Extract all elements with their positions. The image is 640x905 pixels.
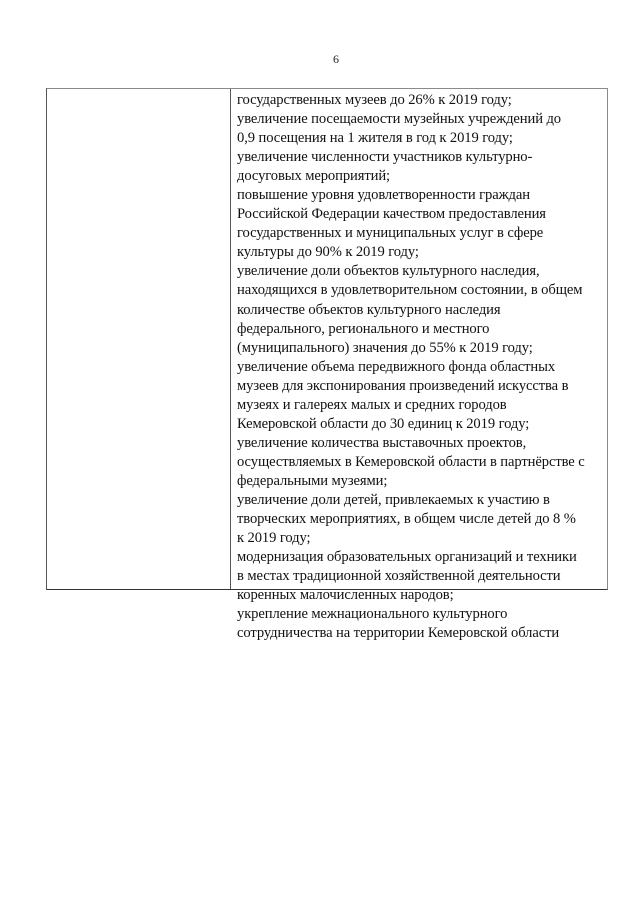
text-line: к 2019 году; [237, 530, 311, 547]
text-line: в местах традиционной хозяйственной деятельности [237, 568, 561, 585]
text-line: досуговых мероприятий; [237, 168, 391, 185]
text-line: модернизация образовательных организаций и техники [237, 549, 577, 566]
text-line: государственных музеев до 26% к 2019 году; [237, 92, 512, 108]
text-line: Кемеровской области до 30 единиц к 2019 году; [237, 415, 530, 432]
text-line: федерального, регионального и местного [237, 320, 490, 337]
text-line: увеличение посещаемости музейных учреждений до [237, 111, 561, 128]
text-line: коренных малочисленных народов; [237, 587, 454, 604]
text-line: федеральными музеями; [237, 472, 388, 489]
text-line: количестве объектов культурного наследия [237, 301, 501, 318]
text-line: Российской Федерации качеством предоставления [237, 206, 546, 223]
text-line: увеличение численности участников культурно- [237, 149, 533, 166]
text-line: 0,9 посещения на 1 жителя в год к 2019 году; [237, 130, 513, 147]
text-line: сотрудничества на территории Кемеровской области [237, 625, 560, 642]
text-line: музеев для экспонирования произведений искусства в [237, 377, 569, 394]
text-line: увеличение доли детей, привлекаемых к участию в [237, 491, 550, 508]
text-line: музеях и галереях малых и средних городов [237, 396, 507, 413]
text-line: увеличение объема передвижного фонда областных [237, 358, 556, 375]
text-line: осуществляемых в Кемеровской области в партнёрстве с [237, 453, 585, 470]
text-line: повышение уровня удовлетворенности граждан [237, 187, 530, 204]
text-line: увеличение доли объектов культурного наследия, [237, 263, 540, 280]
text-line: увеличение количества выставочных проектов, [237, 434, 527, 451]
page-number: 6 [333, 52, 339, 66]
text-line: государственных и муниципальных услуг в сфере [237, 225, 544, 242]
text-line: находящихся в удовлетворительном состоянии, в общем [237, 282, 583, 299]
text-line: укрепление межнационального культурного [237, 606, 508, 623]
text-line: творческих мероприятиях, в общем числе детей до 8 % [237, 511, 576, 528]
table-cell-left [47, 89, 231, 589]
text-line: культуры до 90% к 2019 году; [237, 244, 419, 261]
text-line: (муниципального) значения до 55% к 2019 году; [237, 339, 533, 356]
document-table [46, 88, 608, 642]
table-cell-right [231, 89, 607, 642]
